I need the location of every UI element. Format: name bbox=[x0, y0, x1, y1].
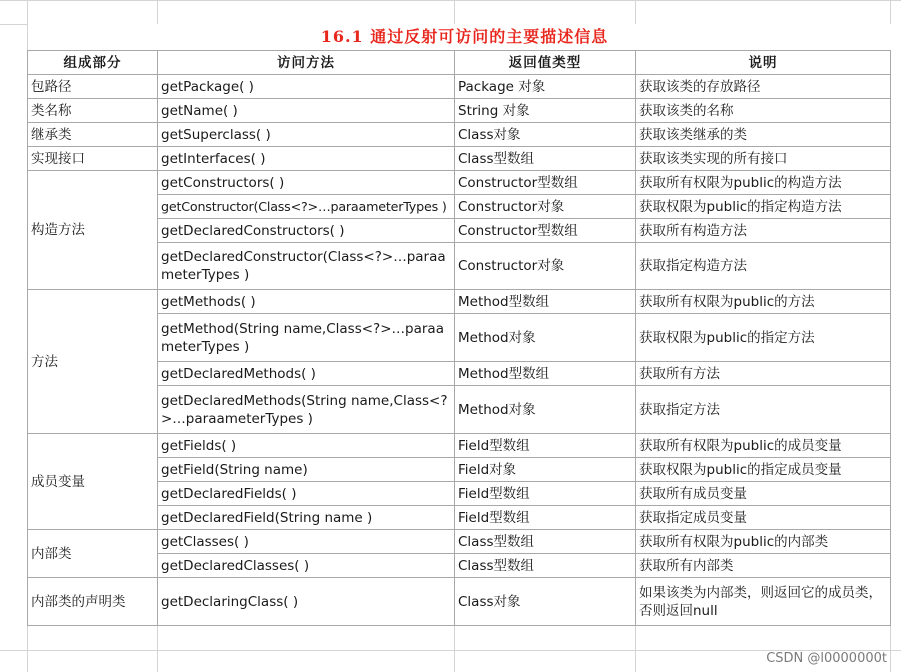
desc-cell: 获取指定方法 bbox=[636, 386, 891, 434]
desc-cell: 获取所有内部类 bbox=[636, 554, 891, 578]
desc-cell: 获取该类继承的类 bbox=[636, 123, 891, 147]
desc-cell: 获取该类实现的所有接口 bbox=[636, 147, 891, 171]
method-cell: getDeclaredFields( ) bbox=[158, 482, 455, 506]
part-cell: 构造方法 bbox=[28, 171, 158, 290]
table-row bbox=[28, 219, 891, 243]
method-cell: getDeclaredMethods(String name,Class<?>…paraameterTypes ) bbox=[158, 386, 455, 434]
part-cell: 成员变量 bbox=[28, 434, 158, 530]
table-row bbox=[28, 506, 891, 530]
table-row bbox=[28, 290, 891, 314]
header-row bbox=[28, 51, 891, 75]
table-row bbox=[28, 147, 891, 171]
return-cell: Class型数组 bbox=[455, 147, 636, 171]
return-cell: Field型数组 bbox=[455, 482, 636, 506]
return-cell: Constructor型数组 bbox=[455, 219, 636, 243]
table-row bbox=[28, 99, 891, 123]
return-cell: Constructor对象 bbox=[455, 195, 636, 219]
method-cell: getSuperclass( ) bbox=[158, 123, 455, 147]
method-cell: getInterfaces( ) bbox=[158, 147, 455, 171]
table-title: 16.1 通过反射可访问的主要描述信息 bbox=[28, 24, 901, 50]
table-row bbox=[28, 386, 891, 434]
desc-cell: 获取权限为public的指定成员变量 bbox=[636, 458, 891, 482]
desc-cell: 获取所有权限为public的构造方法 bbox=[636, 171, 891, 195]
return-cell: Class型数组 bbox=[455, 554, 636, 578]
table-row bbox=[28, 578, 891, 626]
method-cell: getClasses( ) bbox=[158, 530, 455, 554]
return-cell: Class对象 bbox=[455, 578, 636, 626]
desc-cell: 获取该类的存放路径 bbox=[636, 75, 891, 99]
desc-cell: 获取所有方法 bbox=[636, 362, 891, 386]
method-cell: getField(String name) bbox=[158, 458, 455, 482]
table-row bbox=[28, 482, 891, 506]
part-cell: 继承类 bbox=[28, 123, 158, 147]
grid-line bbox=[0, 0, 901, 1]
desc-cell: 获取所有权限为public的成员变量 bbox=[636, 434, 891, 458]
desc-cell: 获取指定构造方法 bbox=[636, 243, 891, 290]
return-cell: Package 对象 bbox=[455, 75, 636, 99]
method-cell: getDeclaredMethods( ) bbox=[158, 362, 455, 386]
table-row bbox=[28, 530, 891, 554]
method-cell: getFields( ) bbox=[158, 434, 455, 458]
table-row bbox=[28, 243, 891, 290]
table-row bbox=[28, 458, 891, 482]
return-cell: Constructor型数组 bbox=[455, 171, 636, 195]
reflection-table bbox=[27, 50, 891, 626]
header-part: 组成部分 bbox=[28, 51, 158, 75]
table-row bbox=[28, 434, 891, 458]
method-cell: getMethod(String name,Class<?>…paraameterTypes ) bbox=[158, 314, 455, 362]
part-cell: 内部类的声明类 bbox=[28, 578, 158, 626]
desc-cell: 获取权限为public的指定构造方法 bbox=[636, 195, 891, 219]
method-cell: getPackage( ) bbox=[158, 75, 455, 99]
return-cell: Method型数组 bbox=[455, 362, 636, 386]
table-row bbox=[28, 123, 891, 147]
return-cell: Method型数组 bbox=[455, 290, 636, 314]
header-method: 访问方法 bbox=[158, 51, 455, 75]
table-row bbox=[28, 362, 891, 386]
part-cell: 包路径 bbox=[28, 75, 158, 99]
method-cell: getName( ) bbox=[158, 99, 455, 123]
desc-cell: 获取所有成员变量 bbox=[636, 482, 891, 506]
return-cell: Class型数组 bbox=[455, 530, 636, 554]
method-cell: getDeclaredField(String name ) bbox=[158, 506, 455, 530]
return-cell: Method对象 bbox=[455, 314, 636, 362]
part-cell: 方法 bbox=[28, 290, 158, 434]
method-cell: getConstructor(Class<?>…paraameterTypes ) bbox=[158, 195, 455, 219]
return-cell: Method对象 bbox=[455, 386, 636, 434]
table-row bbox=[28, 314, 891, 362]
method-cell: getConstructors( ) bbox=[158, 171, 455, 195]
return-cell: String 对象 bbox=[455, 99, 636, 123]
header-description: 说明 bbox=[636, 51, 891, 75]
desc-cell: 如果该类为内部类，则返回它的成员类，否则返回null bbox=[636, 578, 891, 626]
desc-cell: 获取所有构造方法 bbox=[636, 219, 891, 243]
desc-cell: 获取权限为public的指定方法 bbox=[636, 314, 891, 362]
method-cell: getMethods( ) bbox=[158, 290, 455, 314]
return-cell: Class对象 bbox=[455, 123, 636, 147]
desc-cell: 获取指定成员变量 bbox=[636, 506, 891, 530]
part-cell: 内部类 bbox=[28, 530, 158, 578]
method-cell: getDeclaredClasses( ) bbox=[158, 554, 455, 578]
return-cell: Field对象 bbox=[455, 458, 636, 482]
table-row bbox=[28, 554, 891, 578]
return-cell: Constructor对象 bbox=[455, 243, 636, 290]
desc-cell: 获取所有权限为public的内部类 bbox=[636, 530, 891, 554]
header-return-type: 返回值类型 bbox=[455, 51, 636, 75]
desc-cell: 获取该类的名称 bbox=[636, 99, 891, 123]
method-cell: getDeclaredConstructors( ) bbox=[158, 219, 455, 243]
watermark: CSDN @l0000000t bbox=[766, 651, 887, 666]
method-cell: getDeclaredConstructor(Class<?>…paraameterTypes ) bbox=[158, 243, 455, 290]
return-cell: Field型数组 bbox=[455, 434, 636, 458]
part-cell: 类名称 bbox=[28, 99, 158, 123]
return-cell: Field型数组 bbox=[455, 506, 636, 530]
table-row bbox=[28, 195, 891, 219]
desc-cell: 获取所有权限为public的方法 bbox=[636, 290, 891, 314]
table-row bbox=[28, 171, 891, 195]
method-cell: getDeclaringClass( ) bbox=[158, 578, 455, 626]
table-row bbox=[28, 75, 891, 99]
part-cell: 实现接口 bbox=[28, 147, 158, 171]
